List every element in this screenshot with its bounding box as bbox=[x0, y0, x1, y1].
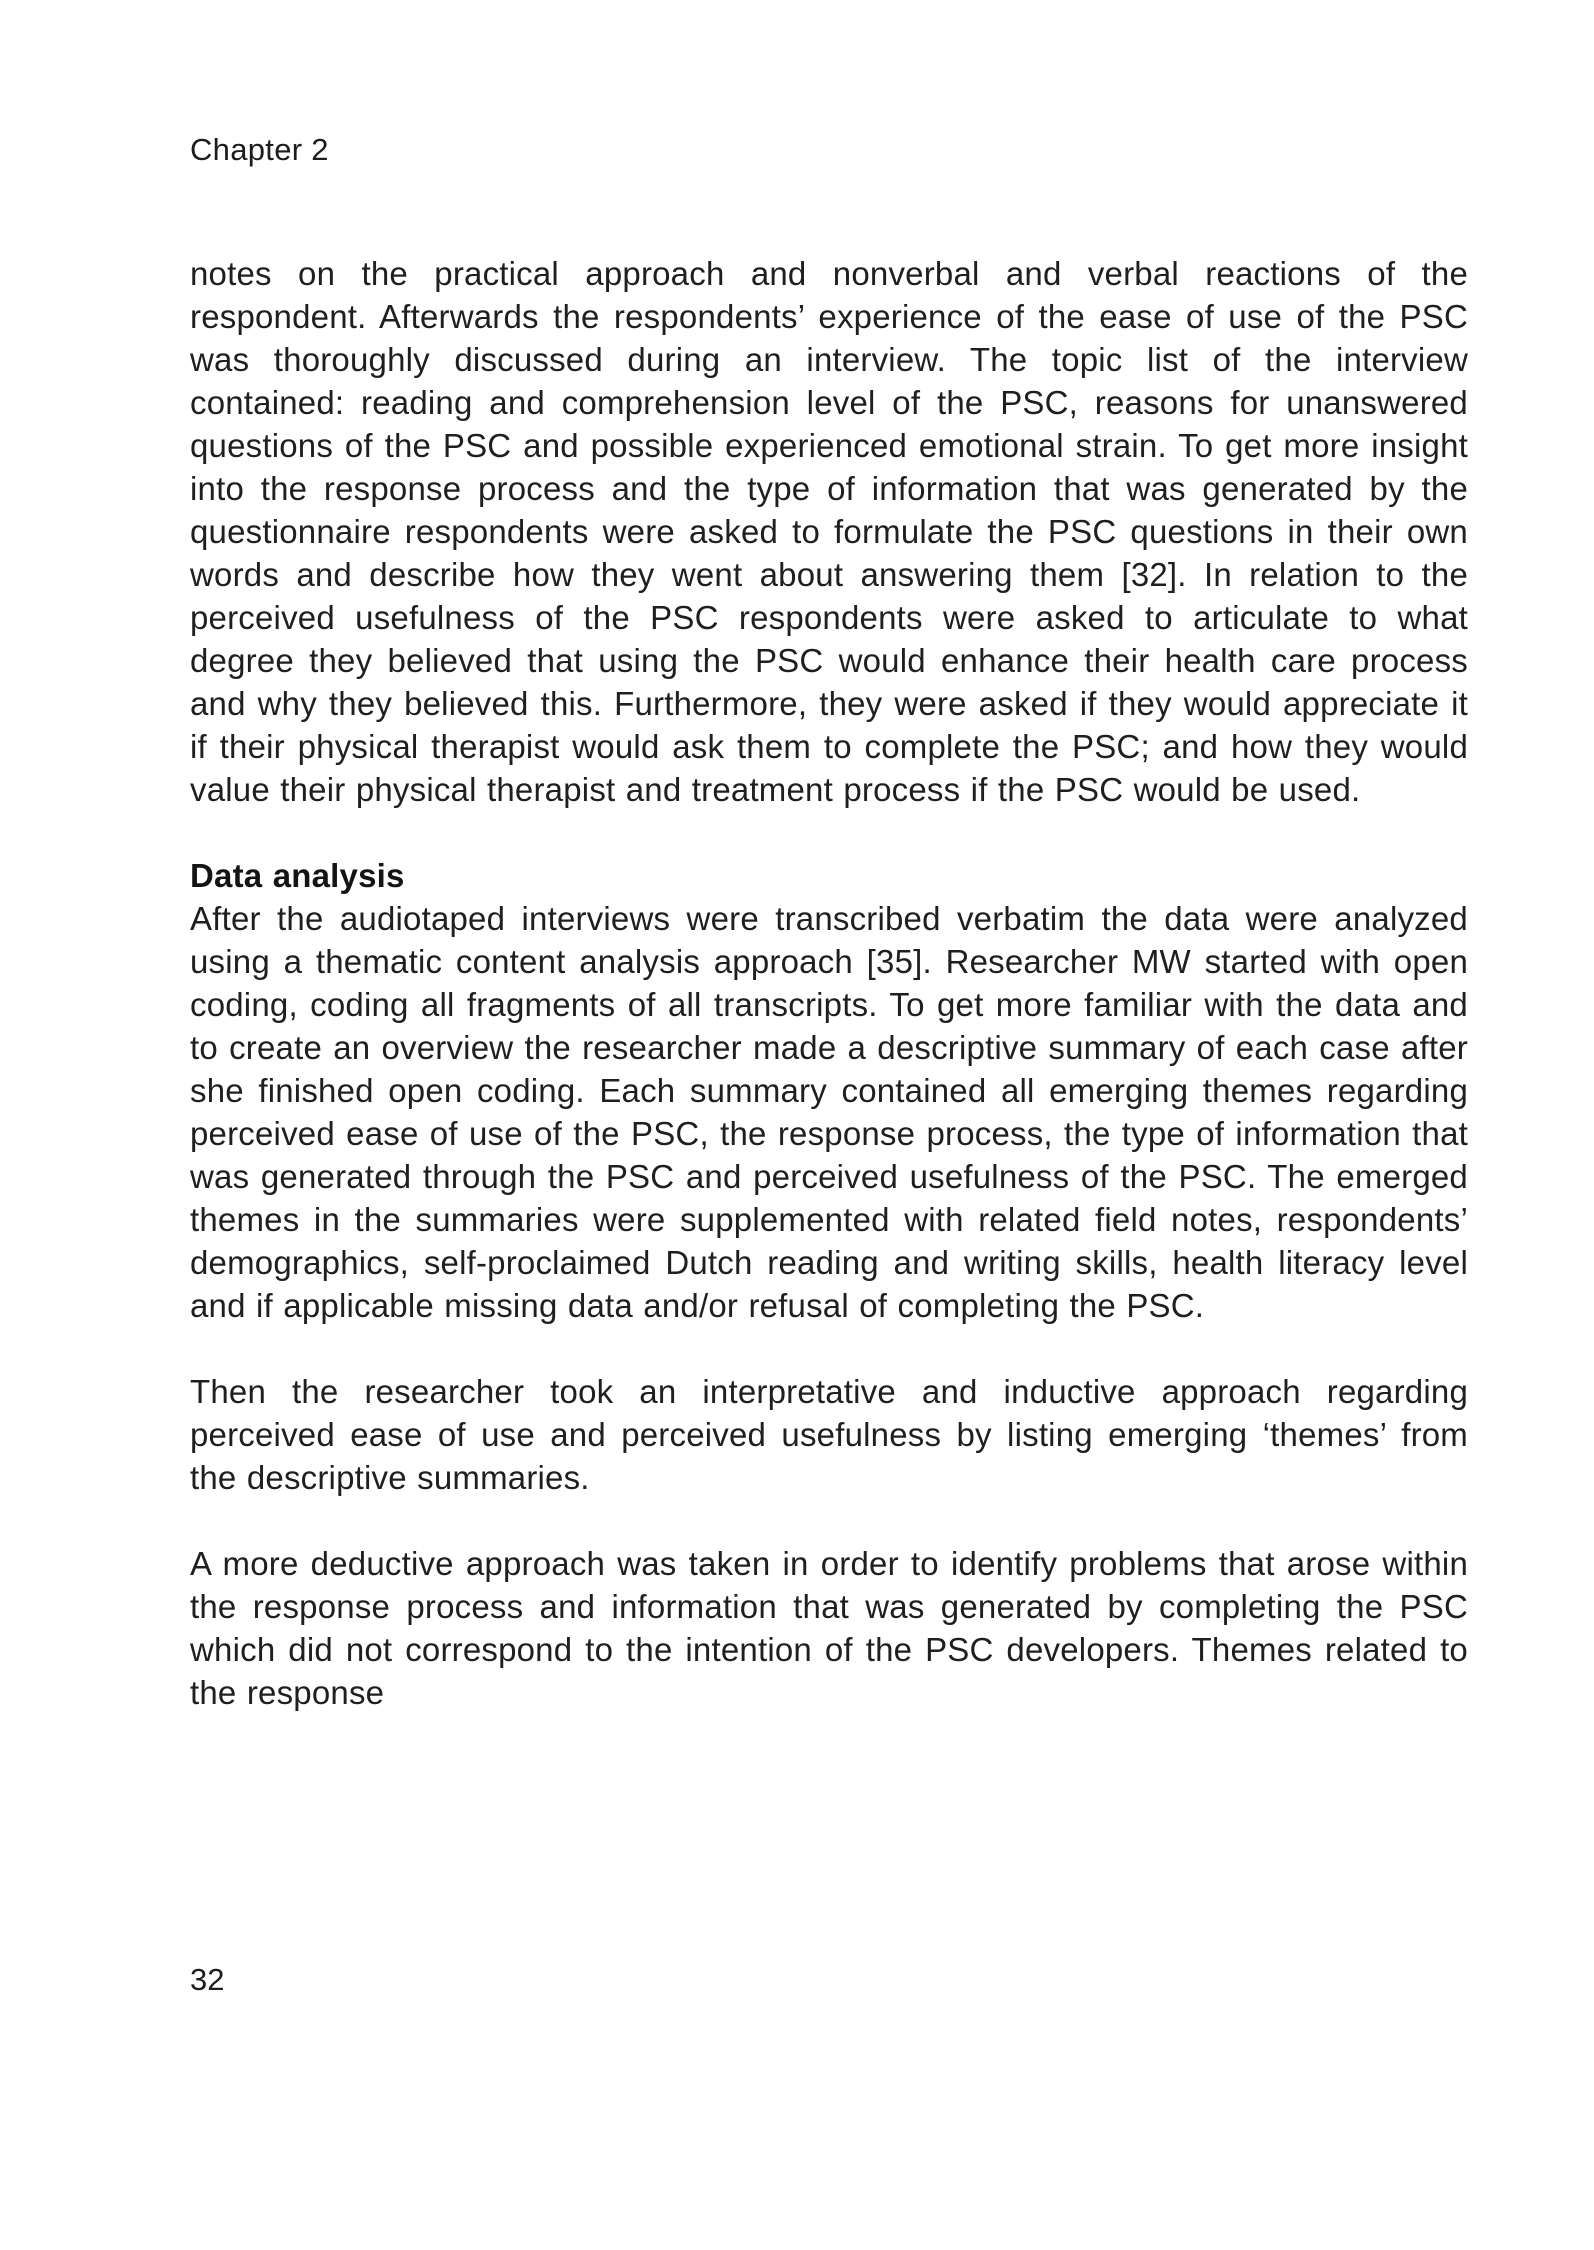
running-header-chapter: Chapter 2 bbox=[190, 132, 329, 167]
paragraph-deductive-approach: A more deductive approach was taken in order to identify problems that arose within the response process and information that was generated by completing the PSC which did not correspond to the intention of the PSC developers. Themes related to the response bbox=[190, 1545, 1468, 1711]
paragraph-interpretative-approach: Then the researcher took an interpretative and inductive approach regarding perceived ease of use and perceived usefulness by listing emerging ‘themes’ from the descriptive summaries. bbox=[190, 1373, 1468, 1496]
body-text bbox=[190, 252, 1468, 1757]
paragraph-methods-intro: notes on the practical approach and nonverbal and verbal reactions of the respondent. Afterwards the respondents’ experience of the ease of use of the PSC was thoroughly discussed during an interview. The topic list of the interview contained: reading and comprehension level of the PSC, reasons for unanswered questions of the PSC and possible experienced emotional strain. To get more insight into the response process and the type of information that was generated by the questionnaire respondents were asked to formulate the PSC questions in their own words and describe how they went about answering them [32]. In relation to the perceived usefulness of the PSC respondents were asked to articulate to what degree they believed that using the PSC would enhance their health care process and why they believed this. Furthermore, they were asked if they would appreciate it if their physical therapist would ask them to complete the PSC; and how they would value their physical therapist and treatment process if the PSC would be used. bbox=[190, 255, 1468, 808]
section-heading-data-analysis: Data analysis bbox=[190, 857, 405, 894]
paragraph-data-analysis: After the audiotaped interviews were transcribed verbatim the data were analyzed using a thematic content analysis approach [35]. Researcher MW started with open coding, coding all fragments of all transcripts. To get more familiar with the data and to create an overview the researcher made a descriptive summary of each case after she finished open coding. Each summary contained all emerging themes regarding perceived ease of use of the PSC, the response process, the type of information that was generated through the PSC and perceived usefulness of the PSC. The emerged themes in the summaries were supplemented with related field notes, respondents’ demographics, self-proclaimed Dutch reading and writing skills, health literacy level and if applicable missing data and/or refusal of completing the PSC. bbox=[190, 900, 1468, 1324]
page-number: 32 bbox=[190, 1962, 225, 1997]
